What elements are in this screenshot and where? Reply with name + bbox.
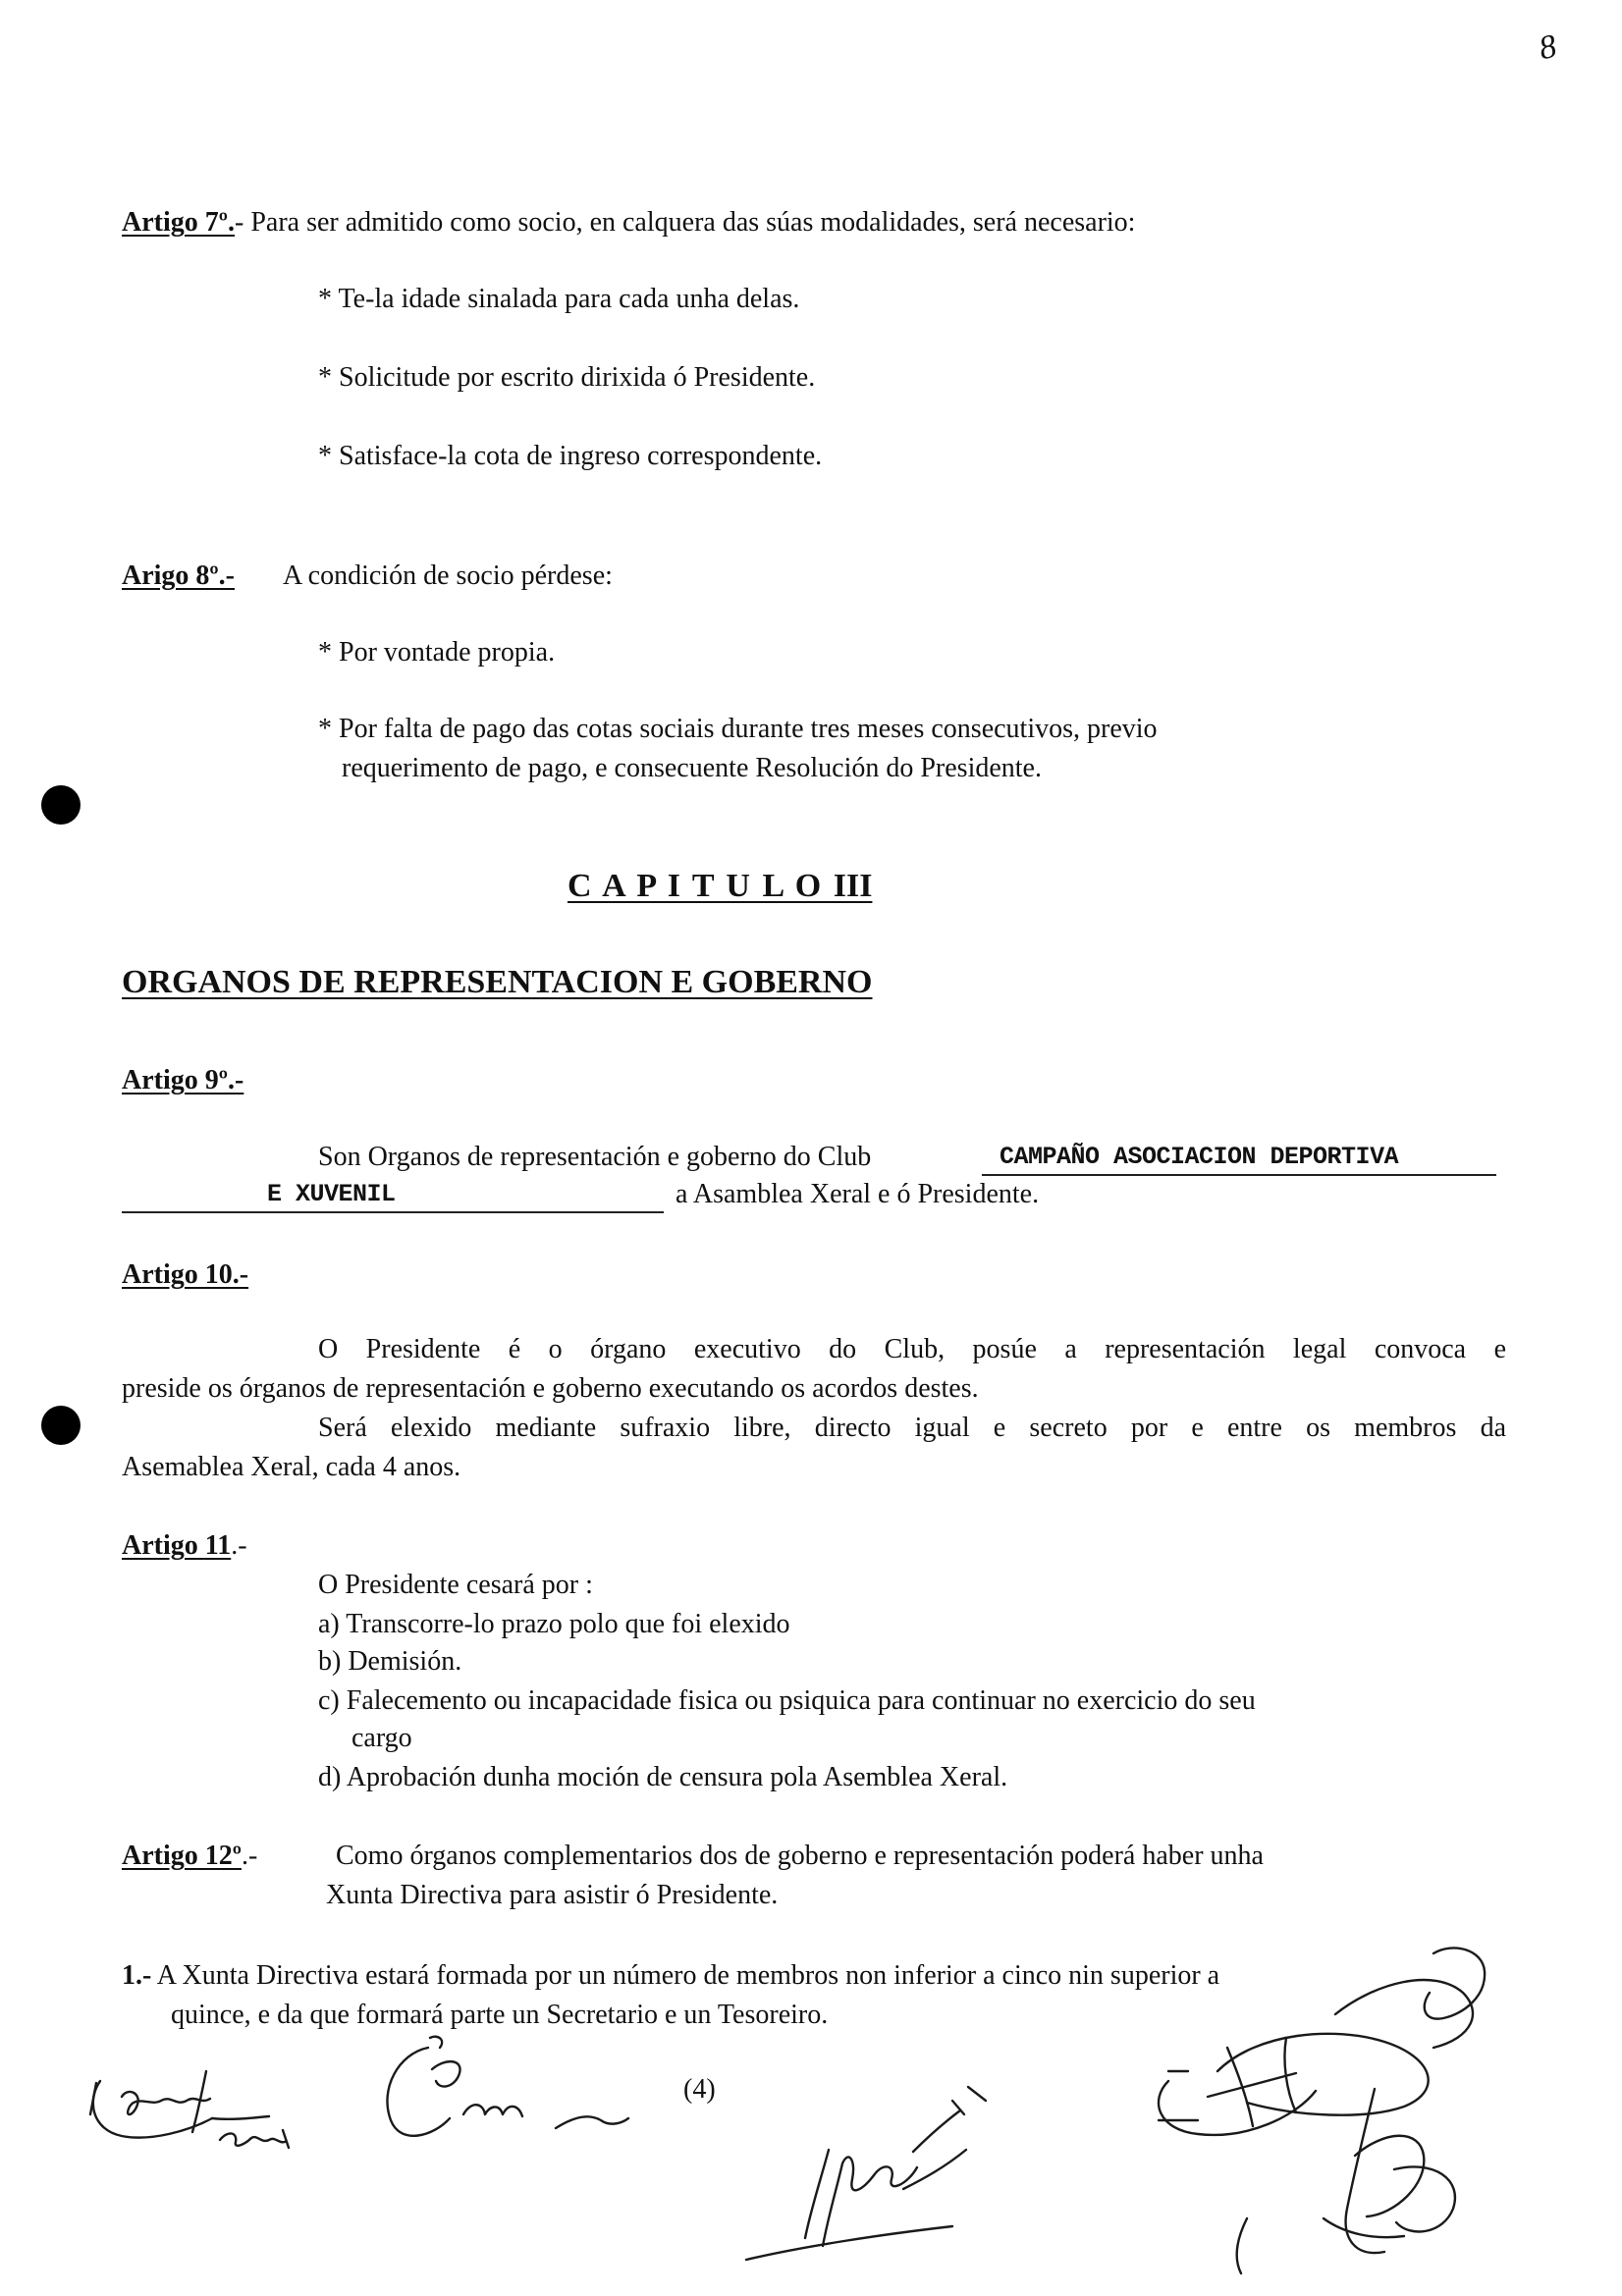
art12-heading-text: Artigo 12º [122,1841,242,1871]
art8-item: * Por vontade propia. [318,637,556,667]
art12-line2: Xunta Directiva para asistir ó Presidente. [326,1880,779,1910]
chapter-title: C A P I T U L O III [568,868,873,904]
art8-heading-text: Arigo 8º.- [122,561,235,591]
page-number: (4) [683,2074,716,2105]
art7-item: * Te-la idade sinalada para cada unha delas. [318,284,800,314]
art10-heading [122,1258,248,1292]
clause1-line2: quince, e da que formará parte un Secretario e un Tesoreiro. [171,2000,829,2030]
corner-mark: 8 [1536,27,1560,68]
art11-item-continued: cargo [351,1723,412,1753]
art8-item: * Por falta de pago das cotas sociais durante tres meses consecutivos, previo [318,714,1158,744]
art9-line1: Son Organos de representación e goberno do Club [318,1142,872,1172]
art8-heading [122,560,235,593]
art7-item: * Satisface-la cota de ingreso correspondente. [318,441,823,471]
art7-line [122,206,1135,240]
art9-heading-text: Artigo 9º.- [122,1065,244,1095]
art10-p2-line1: Será elexido mediante sufraxio libre, directo igual e secreto por e entre os membros da [318,1413,1506,1443]
signature-2 [369,2030,644,2158]
art11-item: c) Falecemento ou incapacidade fisica ou psiquica para continuar no exercicio do seu [318,1685,1256,1716]
signature-3 [727,2042,1051,2268]
art12-heading [122,1840,257,1873]
art10-p1-line2: preside os órganos de representación e goberno executando os acordos destes. [122,1373,979,1404]
art8-item-continued: requerimento de pago, e consecuente Resolución do Presidente. [342,753,1042,783]
section-title: ORGANOS DE REPRESENTACION E GOBERNO [122,964,873,1000]
clause1-number: 1.- [122,1960,152,1991]
art12-heading-suffix: .- [242,1841,258,1871]
clause1-line1 [122,1959,1219,1993]
art11-item: a) Transcorre-lo prazo polo que foi elexido [318,1609,790,1639]
art9-club-name-2: E XUVENIL [267,1180,396,1208]
art10-heading-text: Artigo 10.- [122,1259,249,1290]
punch-hole-lower [41,1406,81,1445]
art9-club-name-1: CAMPAÑO ASOCIACION DEPORTIVA [1000,1143,1399,1171]
art11-heading-suffix: .- [231,1530,247,1561]
art9-line2: a Asamblea Xeral e ó Presidente. [676,1179,1040,1209]
art9-fill-line-1 [982,1174,1496,1176]
art11-item: b) Demisión. [318,1646,462,1677]
art11-heading [122,1529,247,1563]
art11-item: d) Aprobación dunha moción de censura pola Asemblea Xeral. [318,1762,1008,1792]
signature-1 [82,2061,338,2179]
art9-heading [122,1064,243,1097]
art7-lead: - Para ser admitido como socio, en calquera das súas modalidades, será necesario: [235,207,1136,238]
clause1-text: A Xunta Directiva estará formada por un número de membros non inferior a cinco nin superior a [156,1960,1220,1991]
art7-item: * Solicitude por escrito dirixida ó Presidente. [318,362,816,393]
signature-4 [1139,1924,1532,2287]
art11-heading-text: Artigo 11 [122,1530,232,1561]
art7-heading: Artigo 7º. [122,207,235,238]
art10-p2-line2: Asemablea Xeral, cada 4 anos. [122,1452,461,1482]
art12-line1: Como órganos complementarios dos de goberno e representación poderá haber unha [336,1841,1264,1871]
punch-hole-upper [41,785,81,825]
art11-lead: O Presidente cesará por : [318,1570,593,1600]
art10-p1-line1: O Presidente é o órgano executivo do Club, posúe a representación legal convoca e [318,1334,1506,1364]
art8-lead: A condición de socio pérdese: [283,561,613,591]
art9-fill-line-2 [122,1211,664,1213]
